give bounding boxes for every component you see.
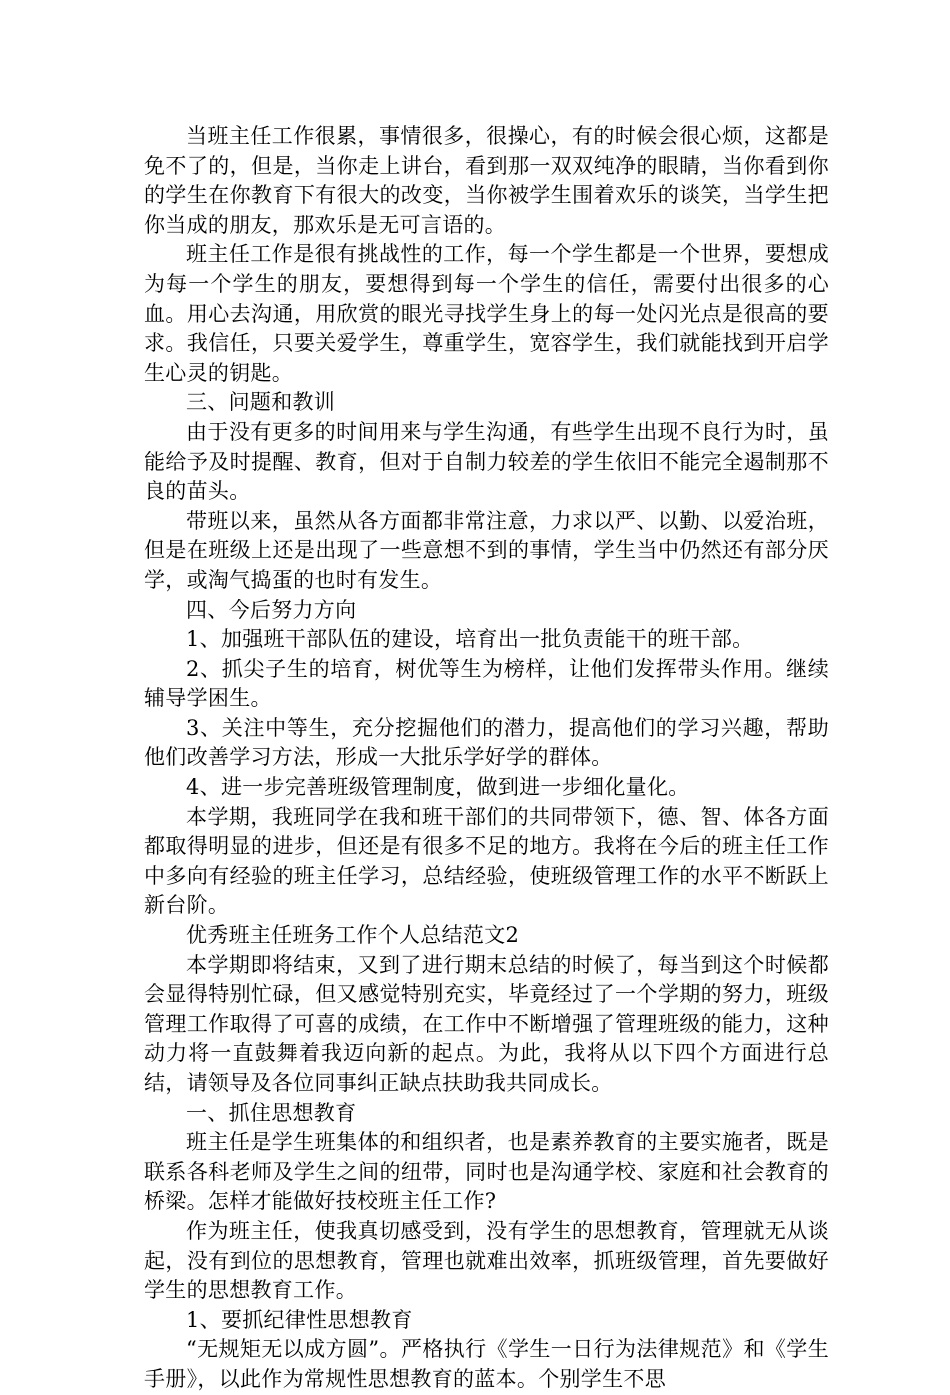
paragraph: 本学期，我班同学在我和班干部们的共同带领下，德、智、体各方面都取得明显的进步，但还是有很多不足的地方。我将在今后的班主任工作中多向有经验的班主任学习，总结经验，使班级管理工作的水平不断跃上新台阶。 — [144, 804, 829, 918]
section-heading: 三、问题和教训 — [186, 390, 336, 415]
paragraph: 带班以来，虽然从各方面都非常注意，力求以严、以勤、以爱治班，但是在班级上还是出现了一些意想不到的事情，学生当中仍然还有部分厌学，或淘气捣蛋的也时有发生。 — [144, 508, 829, 592]
list-item: 2、抓尖子生的培育，树优等生为榜样，让他们发挥带头作用。继续辅导学困生。 — [144, 656, 829, 711]
paragraph: 由于没有更多的时间用来与学生沟通，有些学生出现不良行为时，虽能给予及时提醒、教育，但对于自制力较差的学生依旧不能完全遏制那不良的苗头。 — [144, 419, 829, 504]
article-title: 优秀班主任班务工作个人总结范文2 — [186, 923, 520, 948]
list-item: 4、进一步完善班级管理制度，做到进一步细化量化。 — [186, 775, 690, 800]
paragraph: “无规矩无以成方圆”。严格执行《学生一日行为法律规范》和《学生手册》，以此作为常规性思想教育的蓝本。个别学生不思 — [144, 1337, 829, 1391]
paragraph: 当班主任工作很累，事情很多，很操心，有的时候会很心烦，这都是免不了的，但是，当你走上讲台，看到那一双双纯净的眼睛，当你看到你的学生在你教育下有很大的改变，当你被学生围着欢乐的谈笑，当学生把你当成的朋友，那欢乐是无可言语的。 — [144, 124, 829, 237]
section-heading: 一、抓住思想教育 — [186, 1100, 357, 1125]
paragraph: 本学期即将结束，又到了进行期末总结的时候了，每当到这个时候都会显得特别忙碌，但又感觉特别充实，毕竟经过了一个学期的努力，班级管理工作取得了可喜的成绩，在工作中不断增强了管理班级的能力，这种动力将一直鼓舞着我迈向新的起点。为此，我将从以下四个方面进行总结，请领导及各位同事纠正缺点扶助我共同成长。 — [144, 952, 829, 1095]
list-item: 3、关注中等生，充分挖掘他们的潜力，提高他们的学习兴趣，帮助他们改善学习方法，形成一大批乐学好学的群体。 — [144, 715, 829, 770]
section-heading: 四、今后努力方向 — [186, 597, 357, 622]
paragraph: 班主任是学生班集体的和组织者，也是素养教育的主要实施者，既是联系各科老师及学生之间的纽带，同时也是沟通学校、家庭和社会教育的桥梁。怎样才能做好技校班主任工作? — [144, 1130, 829, 1214]
paragraph: 作为班主任，使我真切感受到，没有学生的思想教育，管理就无从谈起，没有到位的思想教育，管理也就难出效率，抓班级管理，首先要做好学生的思想教育工作。 — [144, 1218, 829, 1303]
list-item: 1、加强班干部队伍的建设，培育出一批负责能干的班干部。 — [186, 627, 754, 652]
subsection-heading: 1、要抓纪律性思想教育 — [186, 1307, 413, 1332]
document-body — [144, 122, 829, 1395]
paragraph: 班主任工作是很有挑战性的工作，每一个学生都是一个世界，要想成为每一个学生的朋友，要想得到每一个学生的信任，需要付出很多的心血。用心去沟通，用欣赏的眼光寻找学生身上的每一处闪光点是很高的要求。我信任，只要关爱学生，尊重学生，宽容学生，我们就能找到开启学生心灵的钥匙。 — [144, 242, 829, 385]
